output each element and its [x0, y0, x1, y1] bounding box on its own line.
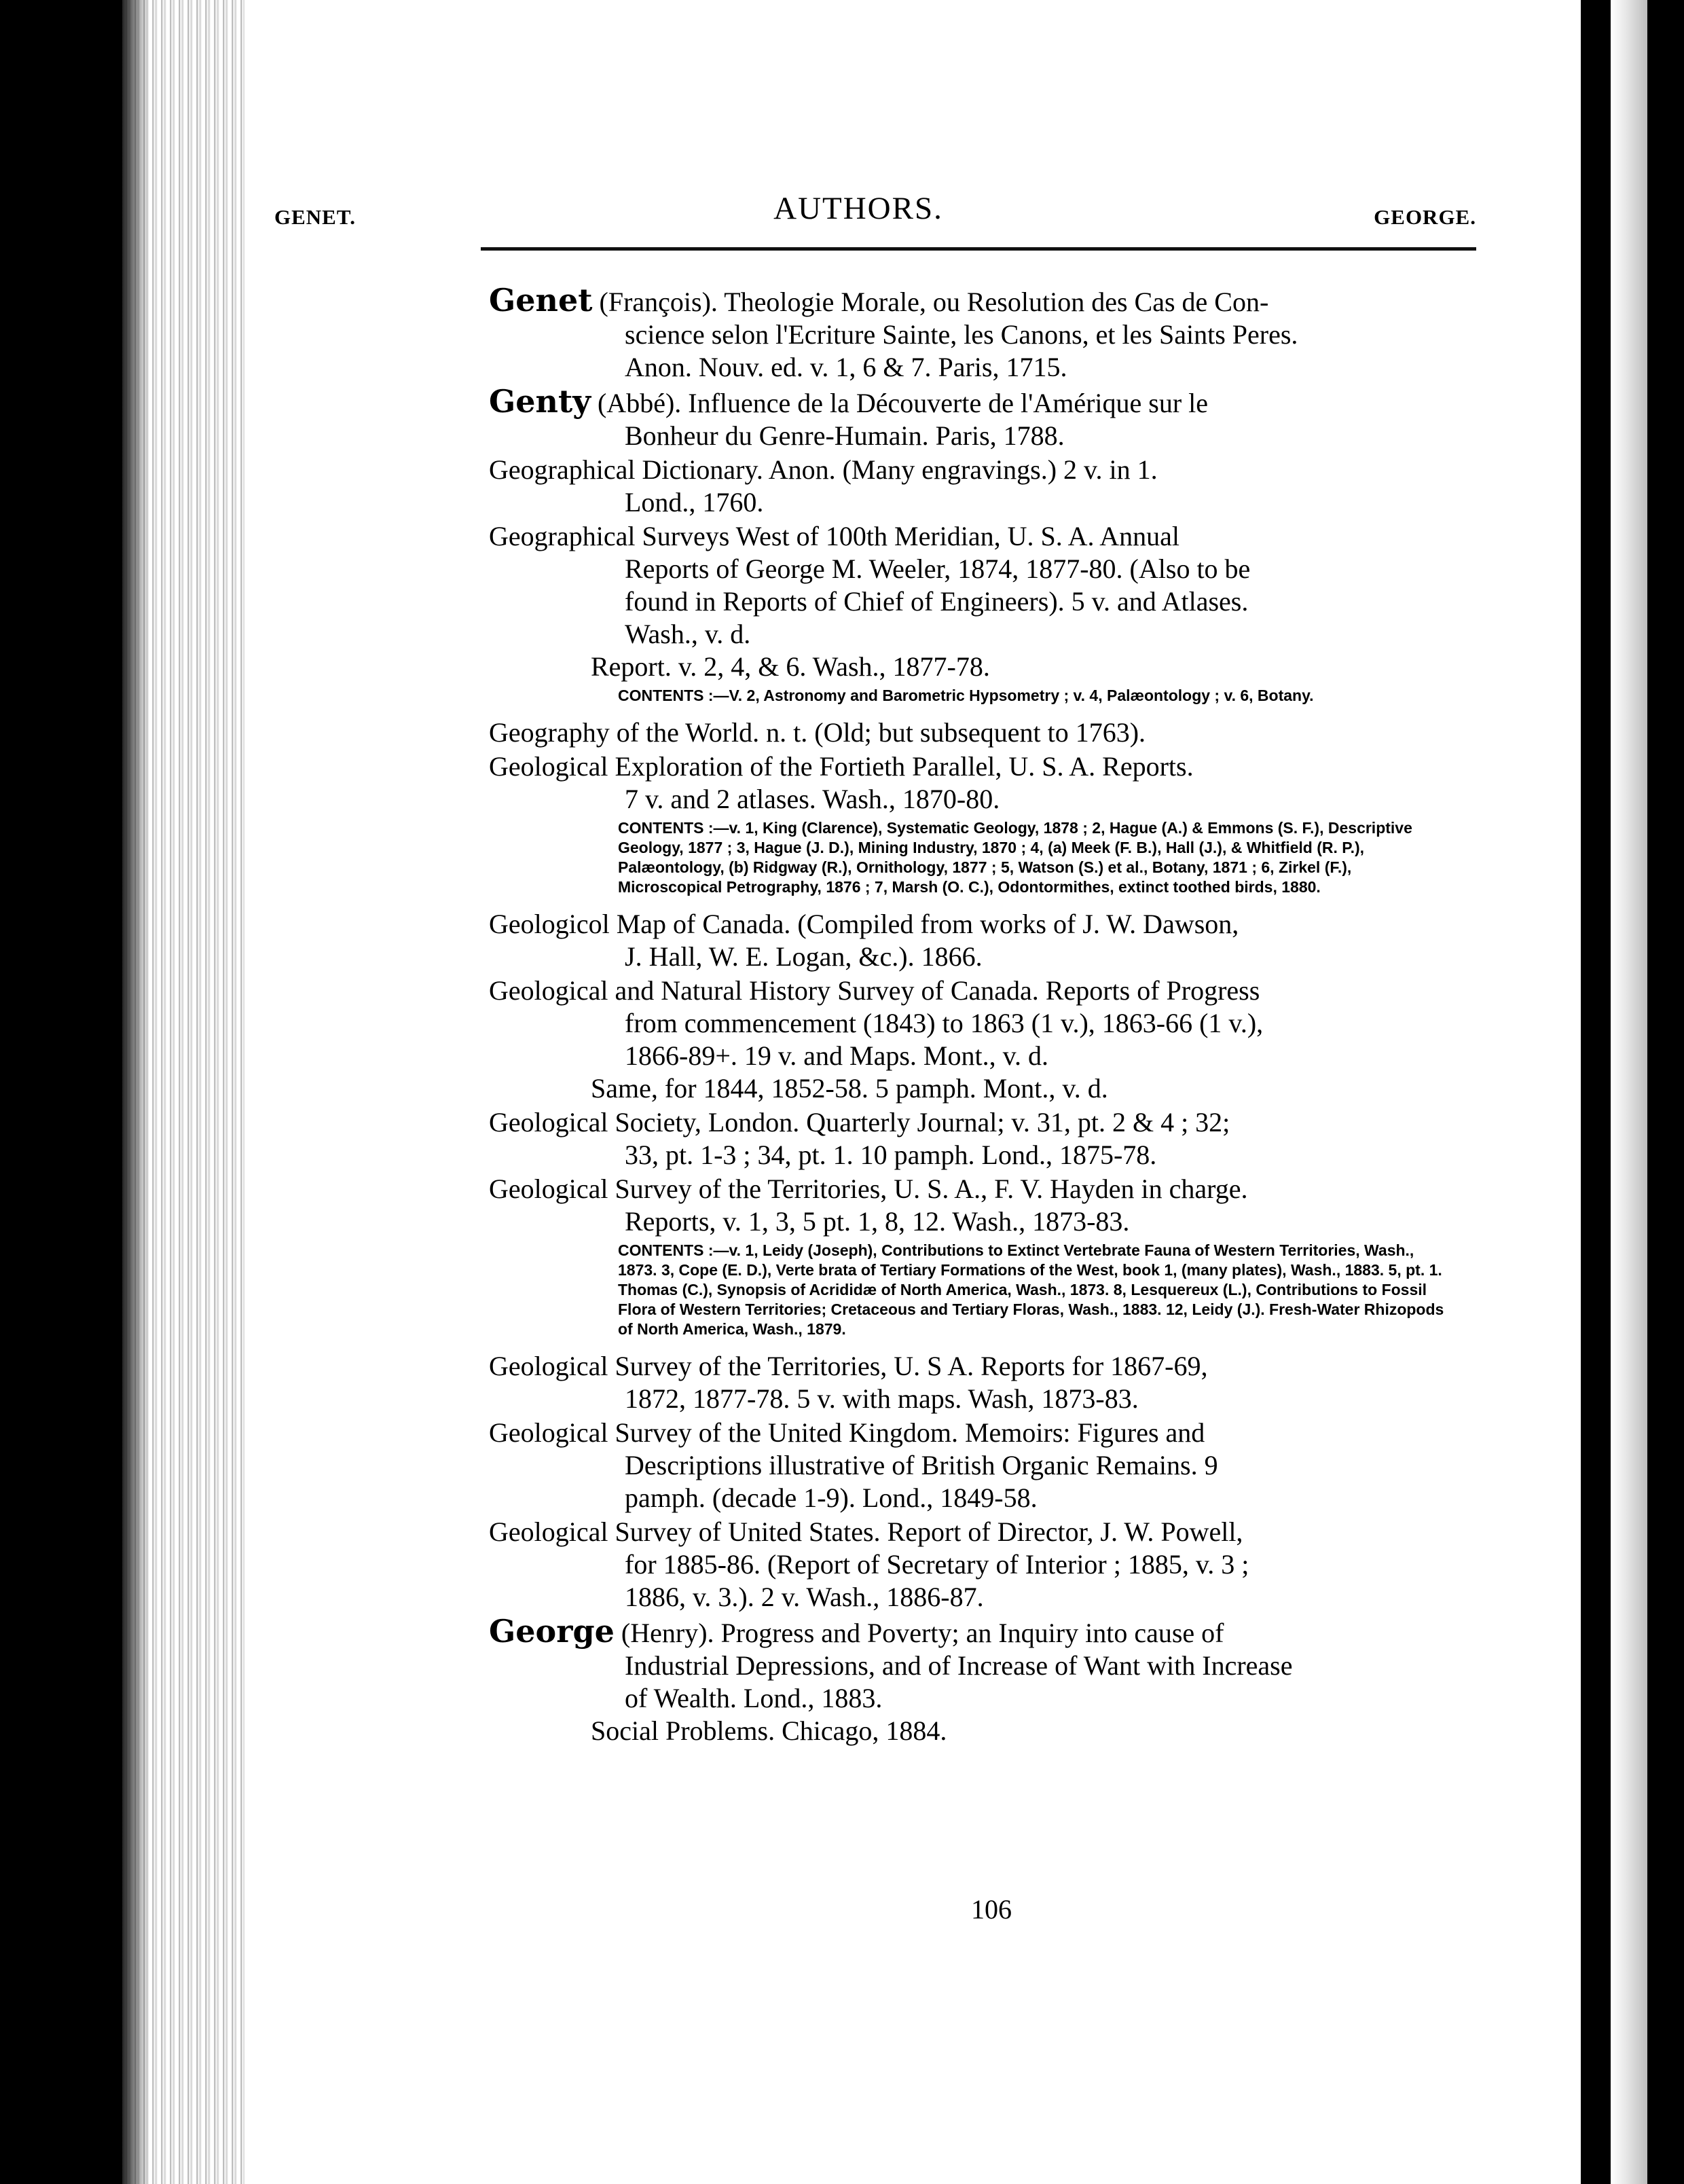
entry-line: Wash., v. d. [625, 619, 751, 649]
entry-line: J. Hall, W. E. Logan, &c.). 1866. [625, 941, 983, 972]
entry-line: 1886, v. 3.). 2 v. Wash., 1886-87. [625, 1582, 984, 1612]
entry-line: Geological and Natural History Survey of Canada. Reports of Progress [489, 975, 1260, 1006]
entry-genty [489, 385, 1480, 452]
entry-subline: Same, for 1844, 1852-58. 5 pamph. Mont., v. d. [591, 1073, 1108, 1104]
header-left: GENET. [274, 205, 356, 229]
entry-line: Anon. Nouv. ed. v. 1, 6 & 7. Paris, 1715. [625, 352, 1067, 382]
entry-line: Descriptions illustrative of British Organic Remains. 9 [625, 1450, 1218, 1480]
entry-geological-natural-history [489, 975, 1480, 1105]
entry-line: 33, pt. 1-3 ; 34, pt. 1. 10 pamph. Lond., 1875-78. [625, 1140, 1157, 1170]
entry-line: Geological Survey of the Territories, U. S A. Reports for 1867-69, [489, 1351, 1208, 1381]
entry-geological-survey-territories-2 [489, 1350, 1480, 1415]
entry-line: for 1885-86. (Report of Secretary of Interior ; 1885, v. 3 ; [625, 1549, 1249, 1580]
margin-mark [1664, 1102, 1677, 1138]
entry-line: Geographical Surveys West of 100th Meridian, U. S. A. Annual [489, 521, 1180, 551]
right-page-edge [1581, 0, 1684, 2184]
entry-geological-society [489, 1106, 1480, 1171]
author-heading: Genty [489, 383, 591, 420]
contents-note: CONTENTS :—v. 1, Leidy (Joseph), Contributions to Extinct Vertebrate Fauna of Western Territories, Wash., 1873. 3, Cope (E. D.), Verte brata of Tertiary Formations of the West, book 1, (many plates), Wash., 1883. 5, pt. 1. Thomas (C.), Synopsis of Acrididæ of North America, Wash., 1873. 8, Lesquereux (L.), Contributions to Fossil Flora of Western Territories; Cretaceous and Tertiary Floras, Wash., 1883. 12, Leidy (J.). Fresh-Water Rhizopods of North America, Wash., 1879. [618, 1241, 1444, 1338]
page-number: 106 [971, 1894, 1012, 1925]
entry-genet [489, 284, 1480, 384]
entry-geological-survey-uk [489, 1417, 1480, 1514]
entry-line: Genty (Abbé). Influence de la Découverte de l'Amérique sur le [489, 383, 1209, 420]
margin-mark [1664, 1611, 1679, 1658]
entry-line: from commencement (1843) to 1863 (1 v.), 1863-66 (1 v.), [625, 1008, 1264, 1038]
entry-line: Geological Society, London. Quarterly Journal; v. 31, pt. 2 & 4 ; 32; [489, 1107, 1230, 1138]
entry-line: science selon l'Ecriture Sainte, les Canons, et les Saints Peres. [625, 319, 1298, 350]
entry-line: 7 v. and 2 atlases. Wash., 1870-80. [625, 784, 1000, 814]
entry-line: Geologicol Map of Canada. (Compiled from works of J. W. Dawson, [489, 909, 1239, 939]
entry-geographical-surveys [489, 520, 1480, 706]
entry-geological-exploration [489, 750, 1480, 897]
entry-line: Reports of George M. Weeler, 1874, 1877-80. (Also to be [625, 553, 1251, 584]
entry-geographical-dictionary [489, 454, 1480, 519]
contents-note: CONTENTS :—V. 2, Astronomy and Barometric Hypsometry ; v. 4, Palæontology ; v. 6, Botany. [618, 687, 1314, 704]
entry-line: Geological Survey of the Territories, U. S. A., F. V. Hayden in charge. [489, 1173, 1248, 1204]
entry-subline: Social Problems. Chicago, 1884. [591, 1715, 947, 1746]
entry-geography-world [489, 716, 1480, 749]
entry-line: 1866-89+. 19 v. and Maps. Mont., v. d. [625, 1040, 1049, 1071]
contents-note: CONTENTS :—v. 1, King (Clarence), Systematic Geology, 1878 ; 2, Hague (A.) & Emmons (S. F.), Descriptive Geology, 1877 ; 3, Hague (J. D.), Mining Industry, 1870 ; 4, (a) Meek (F. B.), Hall (J.), & Whitfield (R. P.), Palæontology, (b) Ridgway (R.), Ornithology, 1877 ; 5, Watson (S.) et al., Botany, 1871 ; 6, Zirkel (F.), Microscopical Petrography, 1876 ; 7, Marsh (O. C.), Odontormithes, extinct toothed birds, 1880. [618, 819, 1412, 896]
right-edge-strip [1611, 0, 1647, 2184]
catalog-entries [489, 284, 1480, 1749]
margin-mark [1664, 1198, 1677, 1245]
entry-george [489, 1615, 1480, 1747]
entry-line: Geological Survey of United States. Report of Director, J. W. Powell, [489, 1516, 1243, 1547]
entry-line: Lond., 1760. [625, 487, 764, 517]
entry-line: of Wealth. Lond., 1883. [625, 1683, 883, 1713]
entry-subline: Report. v. 2, 4, & 6. Wash., 1877-78. [591, 651, 990, 682]
entry-line: Geographical Dictionary. Anon. (Many engravings.) 2 v. in 1. [489, 454, 1158, 485]
author-heading: George [489, 1613, 615, 1650]
author-heading: Genet [489, 282, 593, 318]
entry-line: George (Henry). Progress and Poverty; an Inquiry into cause of [489, 1613, 1224, 1650]
entry-line: 1872, 1877-78. 5 v. with maps. Wash, 1873-83. [625, 1383, 1139, 1414]
entry-geological-survey-territories-1 [489, 1173, 1480, 1339]
entry-line: Geological Survey of the United Kingdom. Memoirs: Figures and [489, 1417, 1205, 1448]
entry-line: found in Reports of Chief of Engineers). 5 v. and Atlases. [625, 586, 1249, 617]
header-rule [481, 247, 1476, 251]
header-right: GEORGE. [1374, 205, 1476, 229]
entry-line: Bonheur du Genre-Humain. Paris, 1788. [625, 420, 1065, 451]
entry-line: Industrial Depressions, and of Increase of Want with Increase [625, 1650, 1293, 1681]
entry-line: Geological Exploration of the Fortieth Parallel, U. S. A. Reports. [489, 751, 1194, 782]
header-title: AUTHORS. [773, 191, 943, 226]
running-header [274, 190, 1476, 244]
page-edge-shadow [122, 0, 149, 2184]
entry-line: Reports, v. 1, 3, 5 pt. 1, 8, 12. Wash., 1873-83. [625, 1206, 1130, 1237]
entry-line: Geography of the World. n. t. (Old; but subsequent to 1763). [489, 717, 1146, 748]
entry-geological-map-canada [489, 908, 1480, 973]
entry-geological-survey-us [489, 1516, 1480, 1614]
entry-line: pamph. (decade 1-9). Lond., 1849-58. [625, 1482, 1038, 1513]
entry-line: Genet (François). Theologie Morale, ou Resolution des Cas de Con- [489, 282, 1269, 318]
